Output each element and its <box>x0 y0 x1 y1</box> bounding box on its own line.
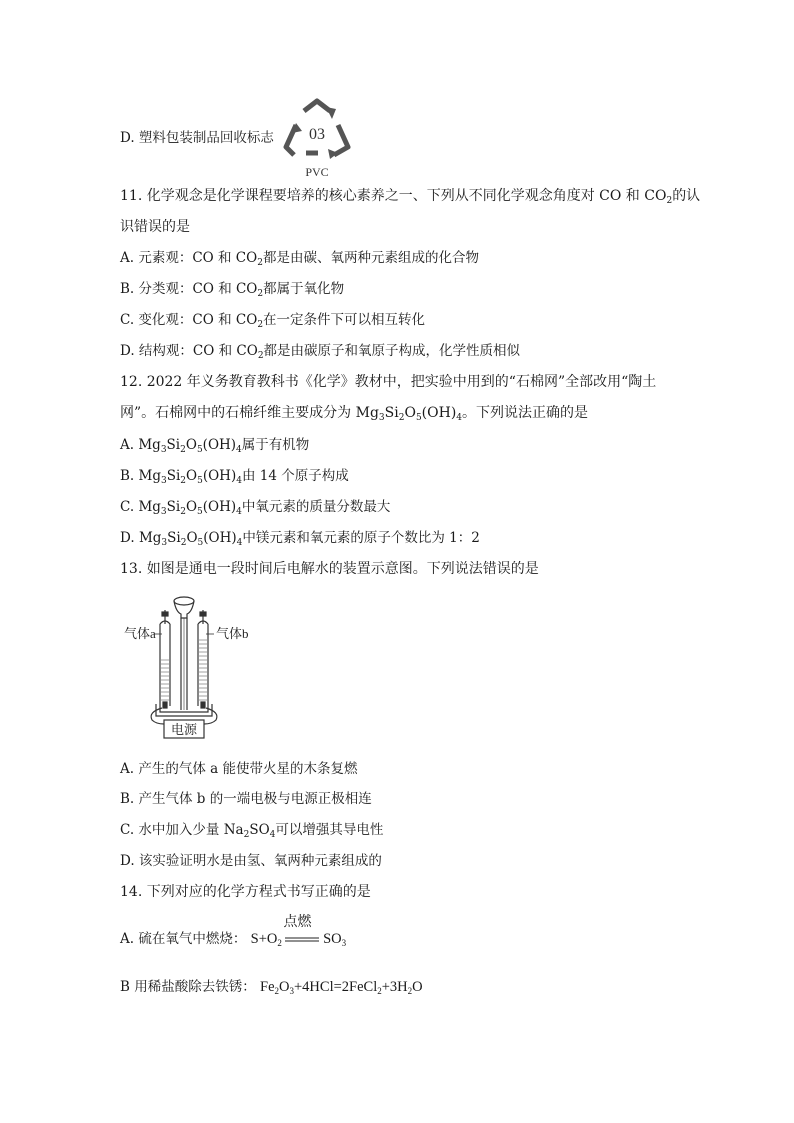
q11-stem-line1: 11. 化学观念是化学课程要培养的核心素养之一、下列从不同化学观念角度对 CO 和 $CO_2$的认 <box>120 188 701 206</box>
q11-option-a: A. 元素观：CO 和 $CO_2$都是由碳、氧两种元素组成的化合物 <box>120 250 479 268</box>
q11-option-b: B. 分类观：CO 和 $CO_2$都属于氧化物 <box>120 281 345 299</box>
reaction-condition: 点燃 <box>283 914 312 930</box>
q11-stem-line2: 识错误的是 <box>120 219 190 235</box>
option-text: D. 塑料包装制品回收标志 <box>120 130 274 146</box>
q13-option-b: B. 产生气体 b 的一端电极与电源正极相连 <box>120 791 372 807</box>
q11-option-d: D. 结构观：CO 和 $CO_2$都是由碳原子和氧原子构成，化学性质相似 <box>120 343 521 361</box>
q12-option-d: D. $Mg_3Si_2O_5(OH)_4$中镁元素和氧元素的原子个数比为 1：2 <box>120 530 480 548</box>
q13-option-d: D. 该实验证明水是由氢、氧两种元素组成的 <box>120 853 382 869</box>
q13-option-a: A. 产生的气体 a 能使带火星的木条复燃 <box>120 761 358 777</box>
recycle-icon <box>282 97 352 179</box>
q11-option-c: C. 变化观：CO 和 $CO_2$在一定条件下可以相互转化 <box>120 312 426 330</box>
q12-option-c: C. $Mg_3Si_2O_5(OH)_4$中氧元素的质量分数最大 <box>120 499 391 517</box>
q14-option-a: A. 硫在氧气中燃烧： $S+O_2$ 点燃 $SO_3$ <box>120 914 347 948</box>
recycle-number: 03 <box>309 126 325 143</box>
q12-option-a: A. $Mg_3Si_2O_5(OH)_4$属于有机物 <box>120 437 310 455</box>
gas-a-label: 气体a <box>124 626 156 641</box>
q13-option-c: C. 水中加入少量 $Na_2SO_4$可以增强其导电性 <box>120 822 384 840</box>
option-d-plastic-recycle <box>120 129 274 147</box>
electrolysis-diagram <box>118 588 268 748</box>
q14-option-b: B 用稀盐酸除去铁锈： $Fe_2O_3+4HCl=2FeCl_2+3H_2O$ <box>120 979 423 996</box>
gas-b-label: 气体b <box>216 626 249 641</box>
q13-stem: 13. 如图是通电一段时间后电解水的装置示意图。下列说法错误的是 <box>120 561 539 577</box>
q12-stem-line1: 12. 2022 年义务教育教科书《化学》教材中，把实验中用到的“石棉网”全部改用“陶土 <box>120 374 657 390</box>
power-supply-label: 电源 <box>170 722 198 737</box>
q12-option-b: B. $Mg_3Si_2O_5(OH)_4$由 14 个原子构成 <box>120 468 349 486</box>
q12-stem-line2: 网”。石棉网中的石棉纤维主要成分为 $Mg_3Si_2O_5(OH)_4$。下列说法正确的是 <box>120 405 589 423</box>
recycle-code: PVC <box>305 165 329 179</box>
q14-stem: 14. 下列对应的化学方程式书写正确的是 <box>120 884 371 900</box>
